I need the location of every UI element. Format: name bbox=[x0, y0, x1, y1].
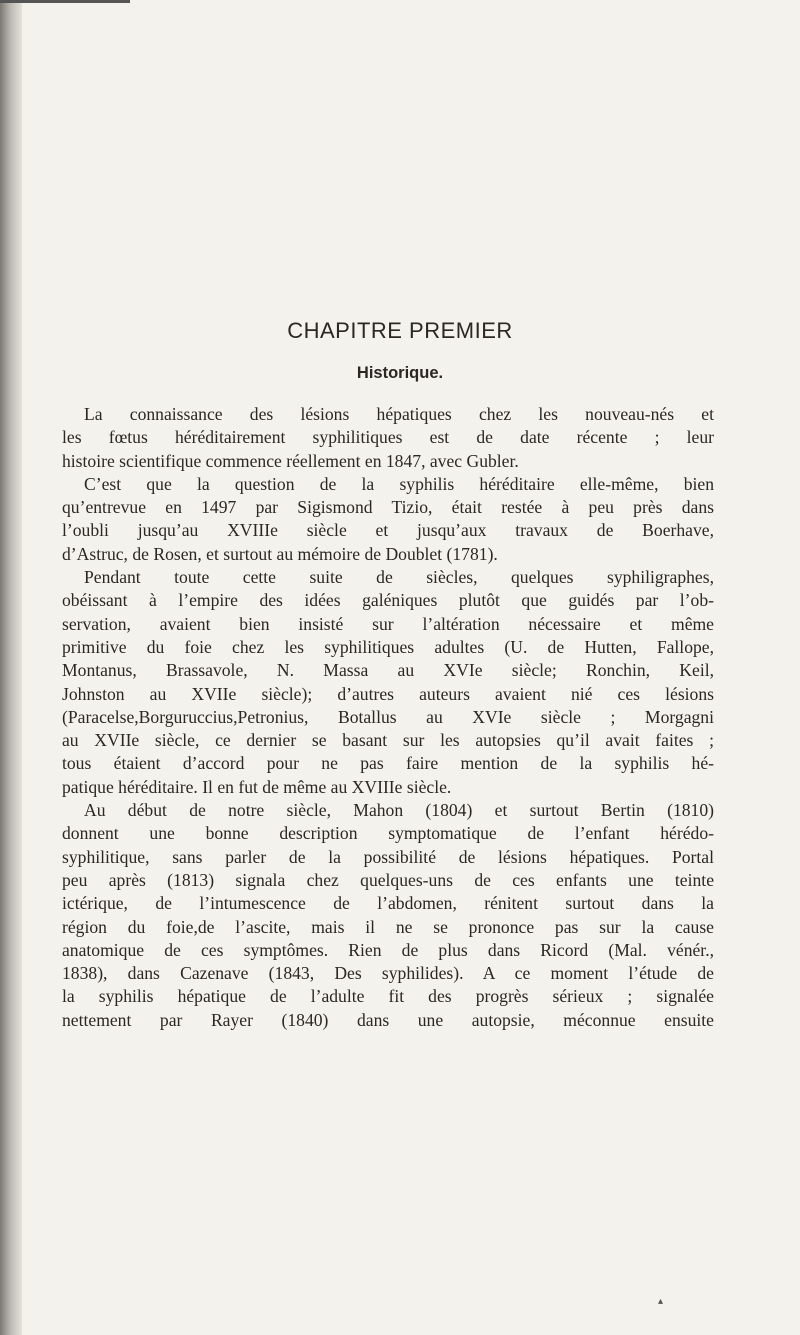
text-line: Montanus, Brassavole, N. Massa au XVIe siècle; Ronchin, Keil, bbox=[62, 660, 714, 681]
text-line: patique héréditaire. Il en fut de même au XVIIIe siècle. bbox=[62, 776, 452, 797]
text-line: servation, avaient bien insisté sur l’altération nécessaire et même bbox=[62, 613, 714, 634]
text-line: tous étaient d’accord pour ne pas faire mention de la syphilis hé- bbox=[62, 753, 714, 774]
text-line: primitive du foie chez les syphilitiques adultes (U. de Hutten, Fallope, bbox=[62, 636, 714, 657]
chapter-title: CHAPITRE PREMIER bbox=[287, 318, 513, 343]
text-line: anatomique de ces symptômes. Rien de plus dans Ricord (Mal. vénér., bbox=[62, 939, 714, 960]
print-mark: ▴ bbox=[658, 1296, 664, 1307]
page-top-edge bbox=[0, 0, 130, 3]
text-line: (Paracelse,Borguruccius,Petronius, Botallus au XVIe siècle ; Morgagni bbox=[62, 706, 714, 727]
text-line: C’est que la question de la syphilis héréditaire elle-même, bien bbox=[84, 473, 714, 494]
text-line: Pendant toute cette suite de siècles, quelques syphiligraphes, bbox=[84, 567, 714, 588]
body-text bbox=[62, 403, 714, 1032]
text-line: nettement par Rayer (1840) dans une autopsie, méconnue ensuite bbox=[62, 1009, 714, 1030]
text-line: histoire scientifique commence réellement en 1847, avec Gubler. bbox=[62, 450, 519, 471]
text-line: ictérique, de l’intumescence de l’abdomen, rénitent surtout dans la bbox=[62, 893, 714, 914]
text-line: les fœtus héréditairement syphilitiques est de date récente ; leur bbox=[62, 427, 714, 448]
text-line: Au début de notre siècle, Mahon (1804) et surtout Bertin (1810) bbox=[84, 800, 714, 821]
text-line: syphilitique, sans parler de la possibilité de lésions hépatiques. Portal bbox=[62, 846, 714, 867]
text-line: d’Astruc, de Rosen, et surtout au mémoire de Doublet (1781). bbox=[62, 543, 498, 564]
text-line: peu après (1813) signala chez quelques-uns de ces enfants une teinte bbox=[62, 869, 714, 890]
page-spine-shadow bbox=[0, 0, 22, 1335]
text-line: Johnston au XVIIe siècle); d’autres auteurs avaient nié ces lésions bbox=[62, 683, 714, 704]
section-title: Historique. bbox=[356, 364, 444, 382]
text-line: au XVIIe siècle, ce dernier se basant sur les autopsies qu’il avait faites ; bbox=[62, 730, 714, 751]
text-line: la syphilis hépatique de l’adulte fit des progrès sérieux ; signalée bbox=[62, 986, 714, 1007]
text-line: La connaissance des lésions hépatiques chez les nouveau-nés et bbox=[84, 404, 714, 424]
text-line: obéissant à l’empire des idées galéniques plutôt que guidés par l’ob- bbox=[62, 590, 714, 611]
text-line: qu’entrevue en 1497 par Sigismond Tizio, était restée à peu près dans bbox=[62, 497, 714, 518]
text-line: l’oubli jusqu’au XVIIIe siècle et jusqu’aux travaux de Boerhave, bbox=[62, 520, 714, 541]
text-line: donnent une bonne description symptomatique de l’enfant hérédo- bbox=[62, 823, 714, 844]
text-line: région du foie,de l’ascite, mais il ne se prononce pas sur la cause bbox=[62, 916, 714, 937]
text-line: 1838), dans Cazenave (1843, Des syphilides). A ce moment l’étude de bbox=[62, 963, 714, 984]
